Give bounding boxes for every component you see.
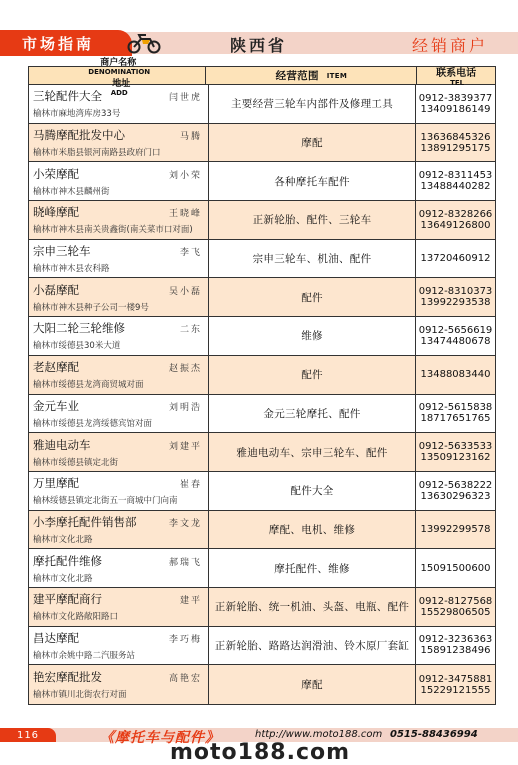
section-tab (0, 30, 132, 56)
table-row (29, 85, 495, 124)
table-row (29, 240, 495, 279)
phone-primary: 13992299578 (420, 523, 491, 535)
table-row (29, 665, 495, 704)
phone-cell (416, 278, 495, 316)
phone-cell (416, 395, 495, 433)
dealer-address: 榆林市文化路敞阳路口 (33, 612, 119, 623)
contact-person: 刘建平 (168, 441, 202, 452)
dealer-info (29, 124, 209, 162)
phone-cell (416, 665, 495, 704)
business-scope: 正新轮胎、统一机油、头盔、电瓶、配件 (209, 588, 416, 626)
dealer-name: 建平摩配商行 (33, 592, 102, 607)
business-scope: 维修 (209, 317, 416, 355)
contact-person: 刘小荣 (168, 170, 202, 181)
table-row (29, 201, 495, 240)
dealer-name: 大阳二轮三轮维修 (33, 321, 125, 336)
section-title: 市场指南 (22, 35, 95, 53)
dealer-name: 小李摩托配件销售部 (33, 514, 137, 529)
contact-person: 郝瑞飞 (168, 557, 202, 568)
contact-person: 王晓峰 (168, 209, 202, 220)
table-row (29, 588, 495, 627)
phone-primary: 0912-5615838 (418, 402, 493, 414)
contact-person: 李巧梅 (168, 634, 202, 645)
phone-secondary: 13649126800 (420, 219, 491, 231)
contact-person: 高艳宏 (168, 674, 202, 685)
dealer-info (29, 356, 209, 394)
contact-person: 吴小磊 (168, 286, 202, 297)
phone-primary: 0912-5633533 (418, 441, 493, 453)
phone-primary: 0912-8311453 (418, 170, 493, 182)
table-row (29, 395, 495, 434)
business-scope: 配件大全 (209, 472, 416, 510)
business-scope: 各种摩托车配件 (209, 162, 416, 200)
phone-cell (416, 356, 495, 394)
dealer-name: 老赵摩配 (33, 360, 79, 375)
dealer-address: 榆林市文化北路 (33, 534, 93, 545)
dealer-name: 晓峰摩配 (33, 205, 79, 220)
business-scope: 摩托配件、维修 (209, 549, 416, 587)
dealer-info (29, 665, 209, 704)
header-name-address: 商户名称 DENOMINATION 地址 ADD (29, 67, 206, 84)
table-row (29, 317, 495, 356)
contact-person: 刘明浩 (168, 402, 202, 413)
phone-primary: 0912-8328266 (418, 208, 493, 220)
phone-secondary: 15229121555 (420, 684, 491, 696)
table-row (29, 472, 495, 511)
dealer-info (29, 472, 209, 510)
phone-secondary: 13891295175 (420, 142, 491, 154)
dealer-address: 榆林市神木县麟州街 (33, 186, 110, 197)
footer-tel: 0515-88436994 (390, 729, 478, 740)
business-scope: 正新轮胎、路路达润滑油、铃木原厂套缸 (209, 627, 416, 665)
dealer-info (29, 549, 209, 587)
phone-cell (416, 240, 495, 278)
phone-cell (416, 317, 495, 355)
table-row (29, 124, 495, 163)
phone-secondary: 13409186149 (420, 103, 491, 115)
page-number: 116 (0, 728, 56, 742)
phone-cell (416, 627, 495, 665)
table-row (29, 549, 495, 588)
phone-secondary: 18717651765 (420, 413, 491, 425)
dealer-address: 榆林市文化北路 (33, 573, 93, 584)
phone-cell (416, 433, 495, 471)
contact-person: 李飞 (179, 248, 202, 259)
dealer-info (29, 240, 209, 278)
dealer-info (29, 588, 209, 626)
phone-secondary: 15891238496 (420, 645, 491, 657)
dealer-address: 榆林市绥德县30米大道 (33, 341, 121, 352)
phone-cell (416, 124, 495, 162)
dealer-info (29, 511, 209, 549)
dealer-info (29, 201, 209, 239)
phone-secondary: 13509123162 (420, 452, 491, 464)
contact-person: 赵振杰 (168, 364, 202, 375)
table-row (29, 162, 495, 201)
page-header (0, 0, 518, 58)
phone-cell (416, 549, 495, 587)
phone-primary: 0912-3839377 (418, 92, 493, 104)
phone-primary: 0912-3236363 (418, 634, 493, 646)
table-row (29, 627, 495, 666)
phone-secondary: 13488440282 (420, 181, 491, 193)
dealer-info (29, 162, 209, 200)
business-scope: 摩配 (209, 124, 416, 162)
dealer-name: 小荣摩配 (33, 166, 79, 181)
phone-cell (416, 511, 495, 549)
website-text: http://www.moto188.com (255, 729, 383, 740)
phone-secondary: 13630296323 (420, 490, 491, 502)
phone-primary: 15091500600 (420, 562, 491, 574)
motorcycle-icon (126, 30, 162, 54)
dealer-info (29, 627, 209, 665)
business-scope: 摩配、电机、维修 (209, 511, 416, 549)
dealer-address: 榆林绥德县镇定北街五一商城中门向南 (33, 496, 178, 507)
dealer-name: 马腾摩配批发中心 (33, 128, 125, 143)
contact-person: 崔春 (179, 480, 202, 491)
dealer-name: 金元车业 (33, 398, 79, 413)
dealer-name: 小磊摩配 (33, 282, 79, 297)
dealer-address: 榆林市神木县种子公司一楼9号 (33, 302, 149, 313)
contact-person: 建平 (179, 596, 202, 607)
business-scope: 宗申三轮车、机油、配件 (209, 240, 416, 278)
dealer-address: 榆林市余姚中路二汽服务站 (33, 650, 136, 661)
table-row (29, 278, 495, 317)
dealer-address: 榆林市神木县南关贵鑫街(南关菜市口对面) (33, 225, 193, 236)
business-scope: 正新轮胎、配件、三轮车 (209, 201, 416, 239)
phone-secondary: 13474480678 (420, 335, 491, 347)
phone-cell (416, 162, 495, 200)
table-row (29, 511, 495, 550)
table-row (29, 356, 495, 395)
phone-cell (416, 588, 495, 626)
table-body (29, 85, 495, 704)
header-tel: 联系电话 TEL (436, 68, 477, 87)
phone-secondary: 15529806505 (420, 606, 491, 618)
province-title: 陕西省 (230, 36, 288, 55)
dealer-address: 榆林市神木县农科路 (33, 264, 110, 275)
phone-primary: 0912-8310373 (418, 286, 493, 298)
contact-person: 闫世虎 (168, 93, 202, 104)
phone-primary: 0912-8127568 (418, 595, 493, 607)
phone-cell (416, 472, 495, 510)
dealer-name: 三轮配件大全 (33, 89, 102, 104)
phone-primary: 13488083440 (420, 369, 491, 381)
business-scope: 金元三轮摩托、配件 (209, 395, 416, 433)
phone-cell (416, 85, 495, 123)
phone-secondary: 13992293538 (420, 297, 491, 309)
dealer-name: 昌达摩配 (33, 630, 79, 645)
phone-primary: 0912-5638222 (418, 479, 493, 491)
phone-primary: 0912-5656619 (418, 324, 493, 336)
contact-person: 李文龙 (168, 518, 202, 529)
category-title: 经销商户 (412, 36, 489, 55)
dealer-info (29, 317, 209, 355)
phone-primary: 0912-3475881 (418, 673, 493, 685)
dealer-info (29, 395, 209, 433)
header-scope: 经营范围 ITEM (206, 67, 417, 84)
dealer-info (29, 85, 209, 123)
business-scope: 配件 (209, 278, 416, 316)
dealer-address: 榆林市麻地湾库房33号 (33, 109, 121, 120)
watermark: moto188.com (170, 740, 351, 765)
dealer-info (29, 278, 209, 316)
business-scope: 摩配 (209, 665, 416, 704)
dealer-address: 榆林市绥德县镇定北街 (33, 457, 119, 468)
dealer-name: 艳宏摩配批发 (33, 670, 102, 685)
page-footer (0, 726, 518, 765)
phone-primary: 13720460912 (420, 253, 491, 265)
dealer-table (28, 57, 496, 705)
magazine-title: 《摩托车与配件》 (100, 730, 220, 746)
dealer-address: 榆林市绥德县龙湾绥德宾馆对面 (33, 418, 153, 429)
dealer-name: 摩托配件维修 (33, 553, 102, 568)
phone-cell (416, 201, 495, 239)
phone-primary: 13636845326 (420, 131, 491, 143)
contact-person: 马腾 (179, 132, 202, 143)
contact-person: 二东 (179, 325, 202, 336)
dealer-name: 雅迪电动车 (33, 437, 91, 452)
dealer-address: 榆林市镇川北街农行对面 (33, 690, 127, 701)
business-scope: 主要经营三轮车内部件及修理工具 (209, 85, 416, 123)
dealer-address: 榆林市米脂县银河南路县政府门口 (33, 148, 161, 159)
business-scope: 配件 (209, 356, 416, 394)
dealer-name: 万里摩配 (33, 476, 79, 491)
table-row (29, 433, 495, 472)
dealer-address: 榆林市绥德县龙湾商贸城对面 (33, 380, 144, 391)
business-scope: 雅迪电动车、宗申三轮车、配件 (209, 433, 416, 471)
dealer-name: 宗申三轮车 (33, 244, 91, 259)
dealer-info (29, 433, 209, 471)
